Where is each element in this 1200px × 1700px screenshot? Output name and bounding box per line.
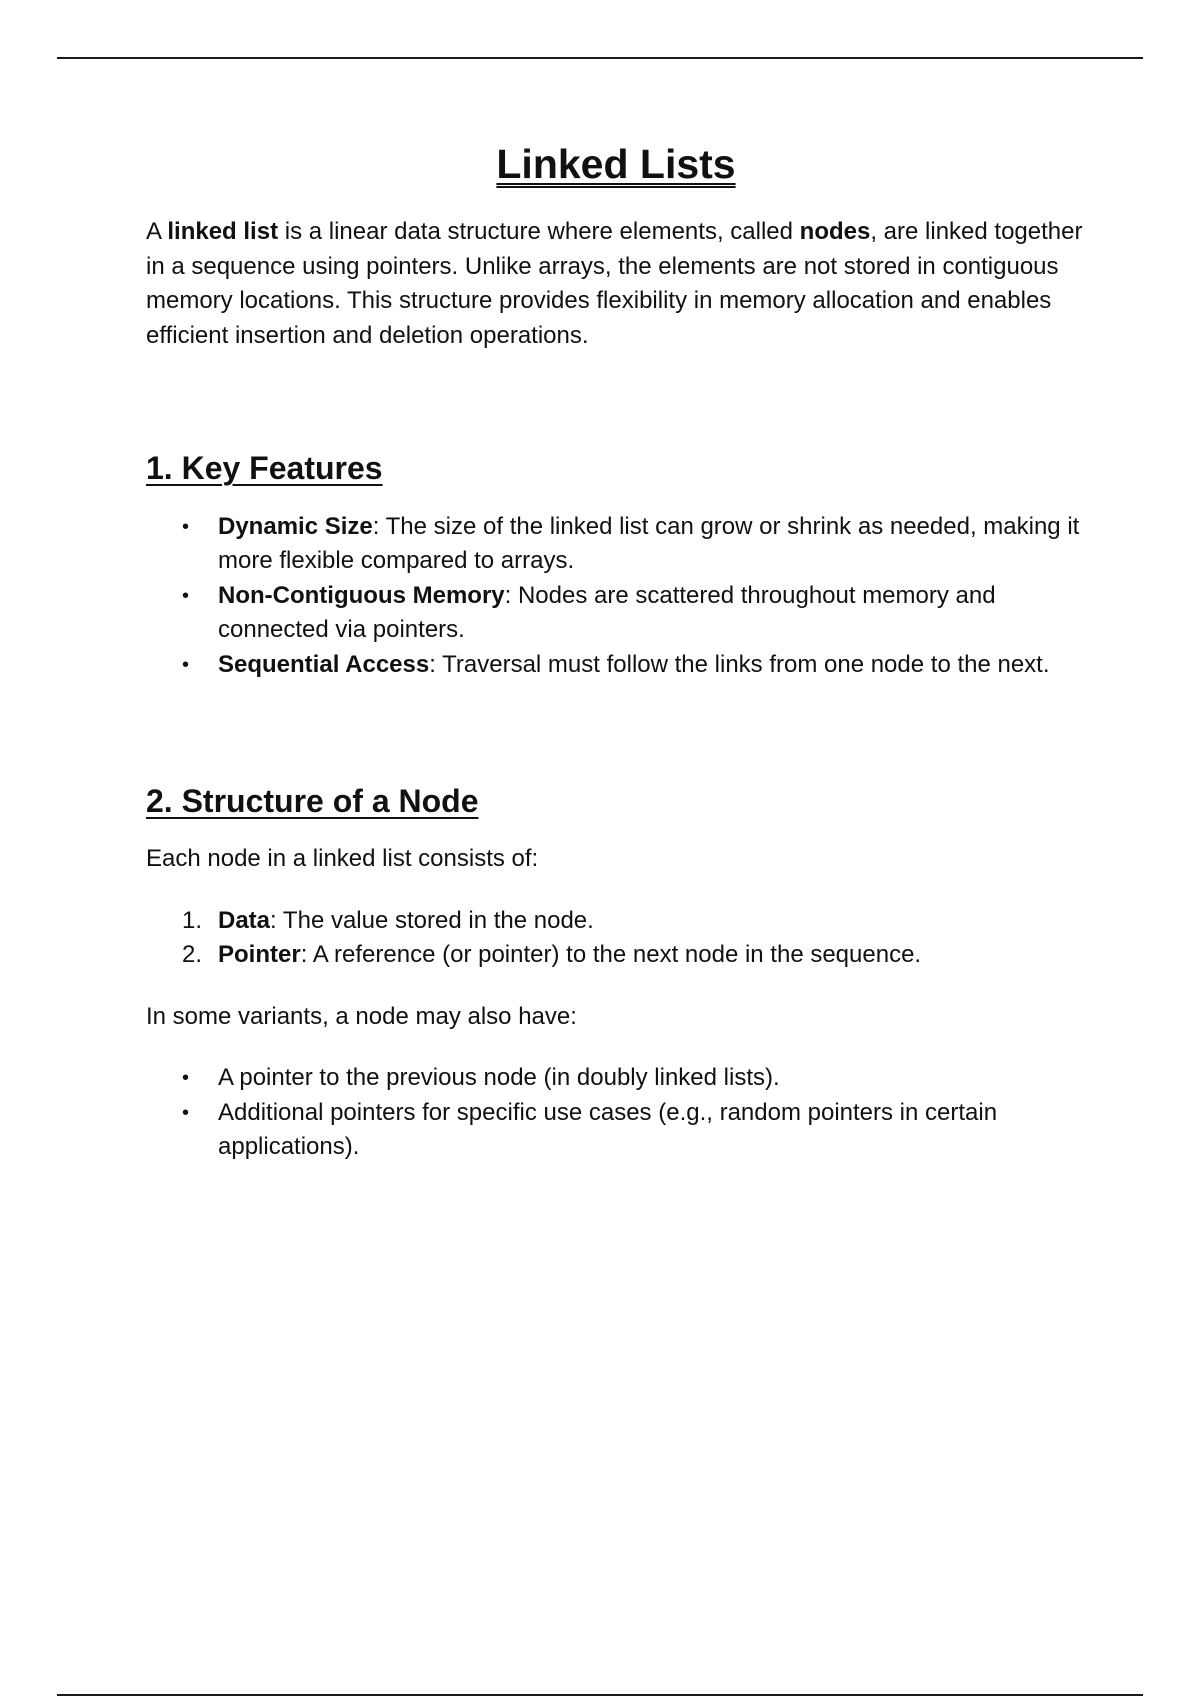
variants-intro: In some variants, a node may also have: — [146, 1002, 577, 1030]
list-item: • Additional pointers for specific use cases (e.g., random pointers in certain applications). — [218, 1096, 1086, 1165]
key-features-list — [146, 510, 1086, 683]
variants-list — [146, 1061, 1086, 1165]
list-item: • A pointer to the previous node (in doubly linked lists). — [218, 1061, 1086, 1096]
bullet-icon: • — [182, 1101, 190, 1124]
bottom-rule — [57, 1694, 1143, 1696]
list-item: 1. Data: The value stored in the node. — [218, 904, 1086, 939]
node-parts-list — [146, 904, 1086, 973]
section-heading-node-structure: 2. Structure of a Node — [146, 783, 479, 820]
list-item: 2. Pointer: A reference (or pointer) to the next node in the sequence. — [218, 938, 1086, 973]
list-item: • Non-Contiguous Memory: Nodes are scattered throughout memory and connected via pointers. — [218, 579, 1086, 648]
bullet-icon: • — [182, 653, 190, 676]
node-structure-intro: Each node in a linked list consists of: — [146, 845, 539, 873]
section-heading-key-features: 1. Key Features — [146, 450, 383, 487]
top-rule — [57, 57, 1143, 59]
bullet-icon: • — [182, 515, 190, 538]
list-item: • Dynamic Size: The size of the linked list can grow or shrink as needed, making it more flexible compared to arrays. — [218, 510, 1086, 579]
bullet-icon: • — [182, 584, 190, 607]
list-item: • Sequential Access: Traversal must follow the links from one node to the next. — [218, 648, 1086, 683]
bullet-icon: • — [182, 1067, 190, 1090]
list-number: 2. — [182, 941, 203, 969]
intro-paragraph: A linked list is a linear data structure where elements, called nodes, are linked together in a sequence using pointers. Unlike arrays, the elements are not stored in contiguous memory locations. This structure provides flexibility in memory allocation and enables efficient insertion and deletion operations. — [146, 218, 1083, 349]
document-body — [146, 140, 1086, 1165]
page-title: Linked Lists — [496, 141, 736, 187]
list-number: 1. — [182, 906, 203, 934]
